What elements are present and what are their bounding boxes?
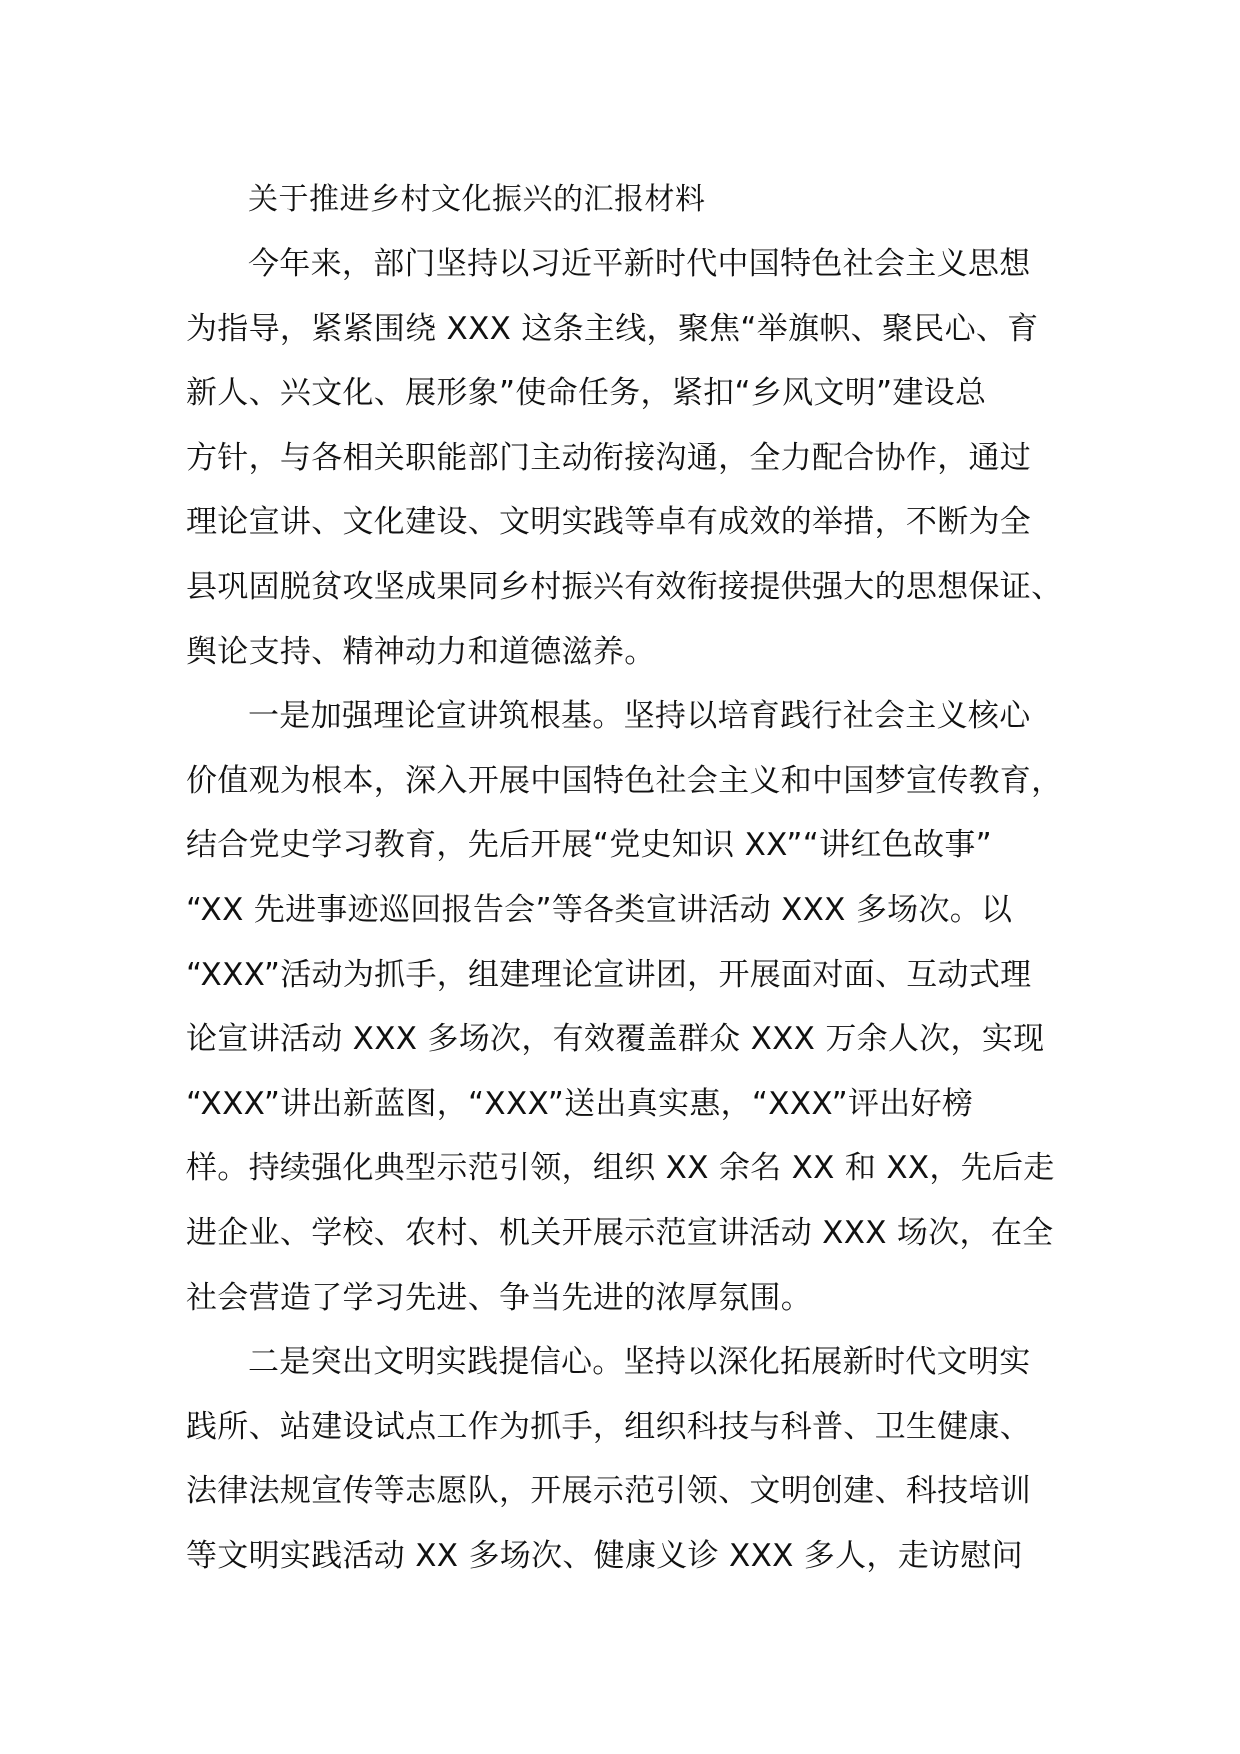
text-line: 法律法规宣传等志愿队，开展示范引领、文明创建、科技培训 [186,1473,1032,1510]
text-line: 践所、站建设试点工作为抓手，组织科技与科普、卫生健康、 [186,1408,1032,1445]
text-line: “XX 先进事迹巡回报告会”等各类宣讲活动 XXX 多场次。以 [186,891,1013,928]
text-line: 舆论支持、精神动力和道德滋养。 [186,633,656,670]
text-line: 论宣讲活动 XXX 多场次，有效覆盖群众 XXX 万余人次，实现 [186,1021,1045,1058]
text-line: 二是突出文明实践提信心。坚持以深化拓展新时代文明实 [248,1344,1031,1381]
text-line: 理论宣讲、文化建设、文明实践等卓有成效的举措，不断为全 [186,504,1032,541]
text-line: 方针，与各相关职能部门主动衔接沟通，全力配合协作，通过 [186,439,1032,476]
text-line: 县巩固脱贫攻坚成果同乡村振兴有效衔接提供强大的思想保证、 [186,568,1063,605]
text-line: 新人、兴文化、展形象”使命任务，紧扣“乡风文明”建设总 [186,375,987,412]
text-line: “XXX”活动为抓手，组建理论宣讲团，开展面对面、互动式理 [186,956,1032,993]
text-line: 社会营造了学习先进、争当先进的浓厚氛围。 [186,1279,812,1316]
text-line: 进企业、学校、农村、机关开展示范宣讲活动 XXX 场次，在全 [186,1214,1054,1251]
text-line: 等文明实践活动 XX 多场次、健康义诊 XXX 多人，走访慰问 [186,1537,1023,1574]
paragraph-intro [186,232,1086,684]
paragraph-theory-lectures [186,684,1086,1330]
text-line: 一是加强理论宣讲筑根基。坚持以培育践行社会主义核心 [248,698,1031,735]
document-title: 关于推进乡村文化振兴的汇报材料 [248,182,706,217]
text-line: 结合党史学习教育，先后开展“党史知识 XX”“讲红色故事” [186,827,993,864]
text-line: 为指导，紧紧围绕 XXX 这条主线，聚焦“举旗帜、聚民心、育 [186,310,1039,347]
text-line: 样。持续强化典型示范引领，组织 XX 余名 XX 和 XX，先后走 [186,1150,1055,1187]
text-line: 今年来，部门坚持以习近平新时代中国特色社会主义思想 [248,246,1031,282]
paragraph-civilization-practice [186,1330,1086,1588]
text-line: “XXX”讲出新蓝图，“XXX”送出真实惠，“XXX”评出好榜 [186,1085,974,1122]
text-line: 价值观为根本，深入开展中国特色社会主义和中国梦宣传教育， [186,762,1063,799]
document-body [186,168,1086,1588]
